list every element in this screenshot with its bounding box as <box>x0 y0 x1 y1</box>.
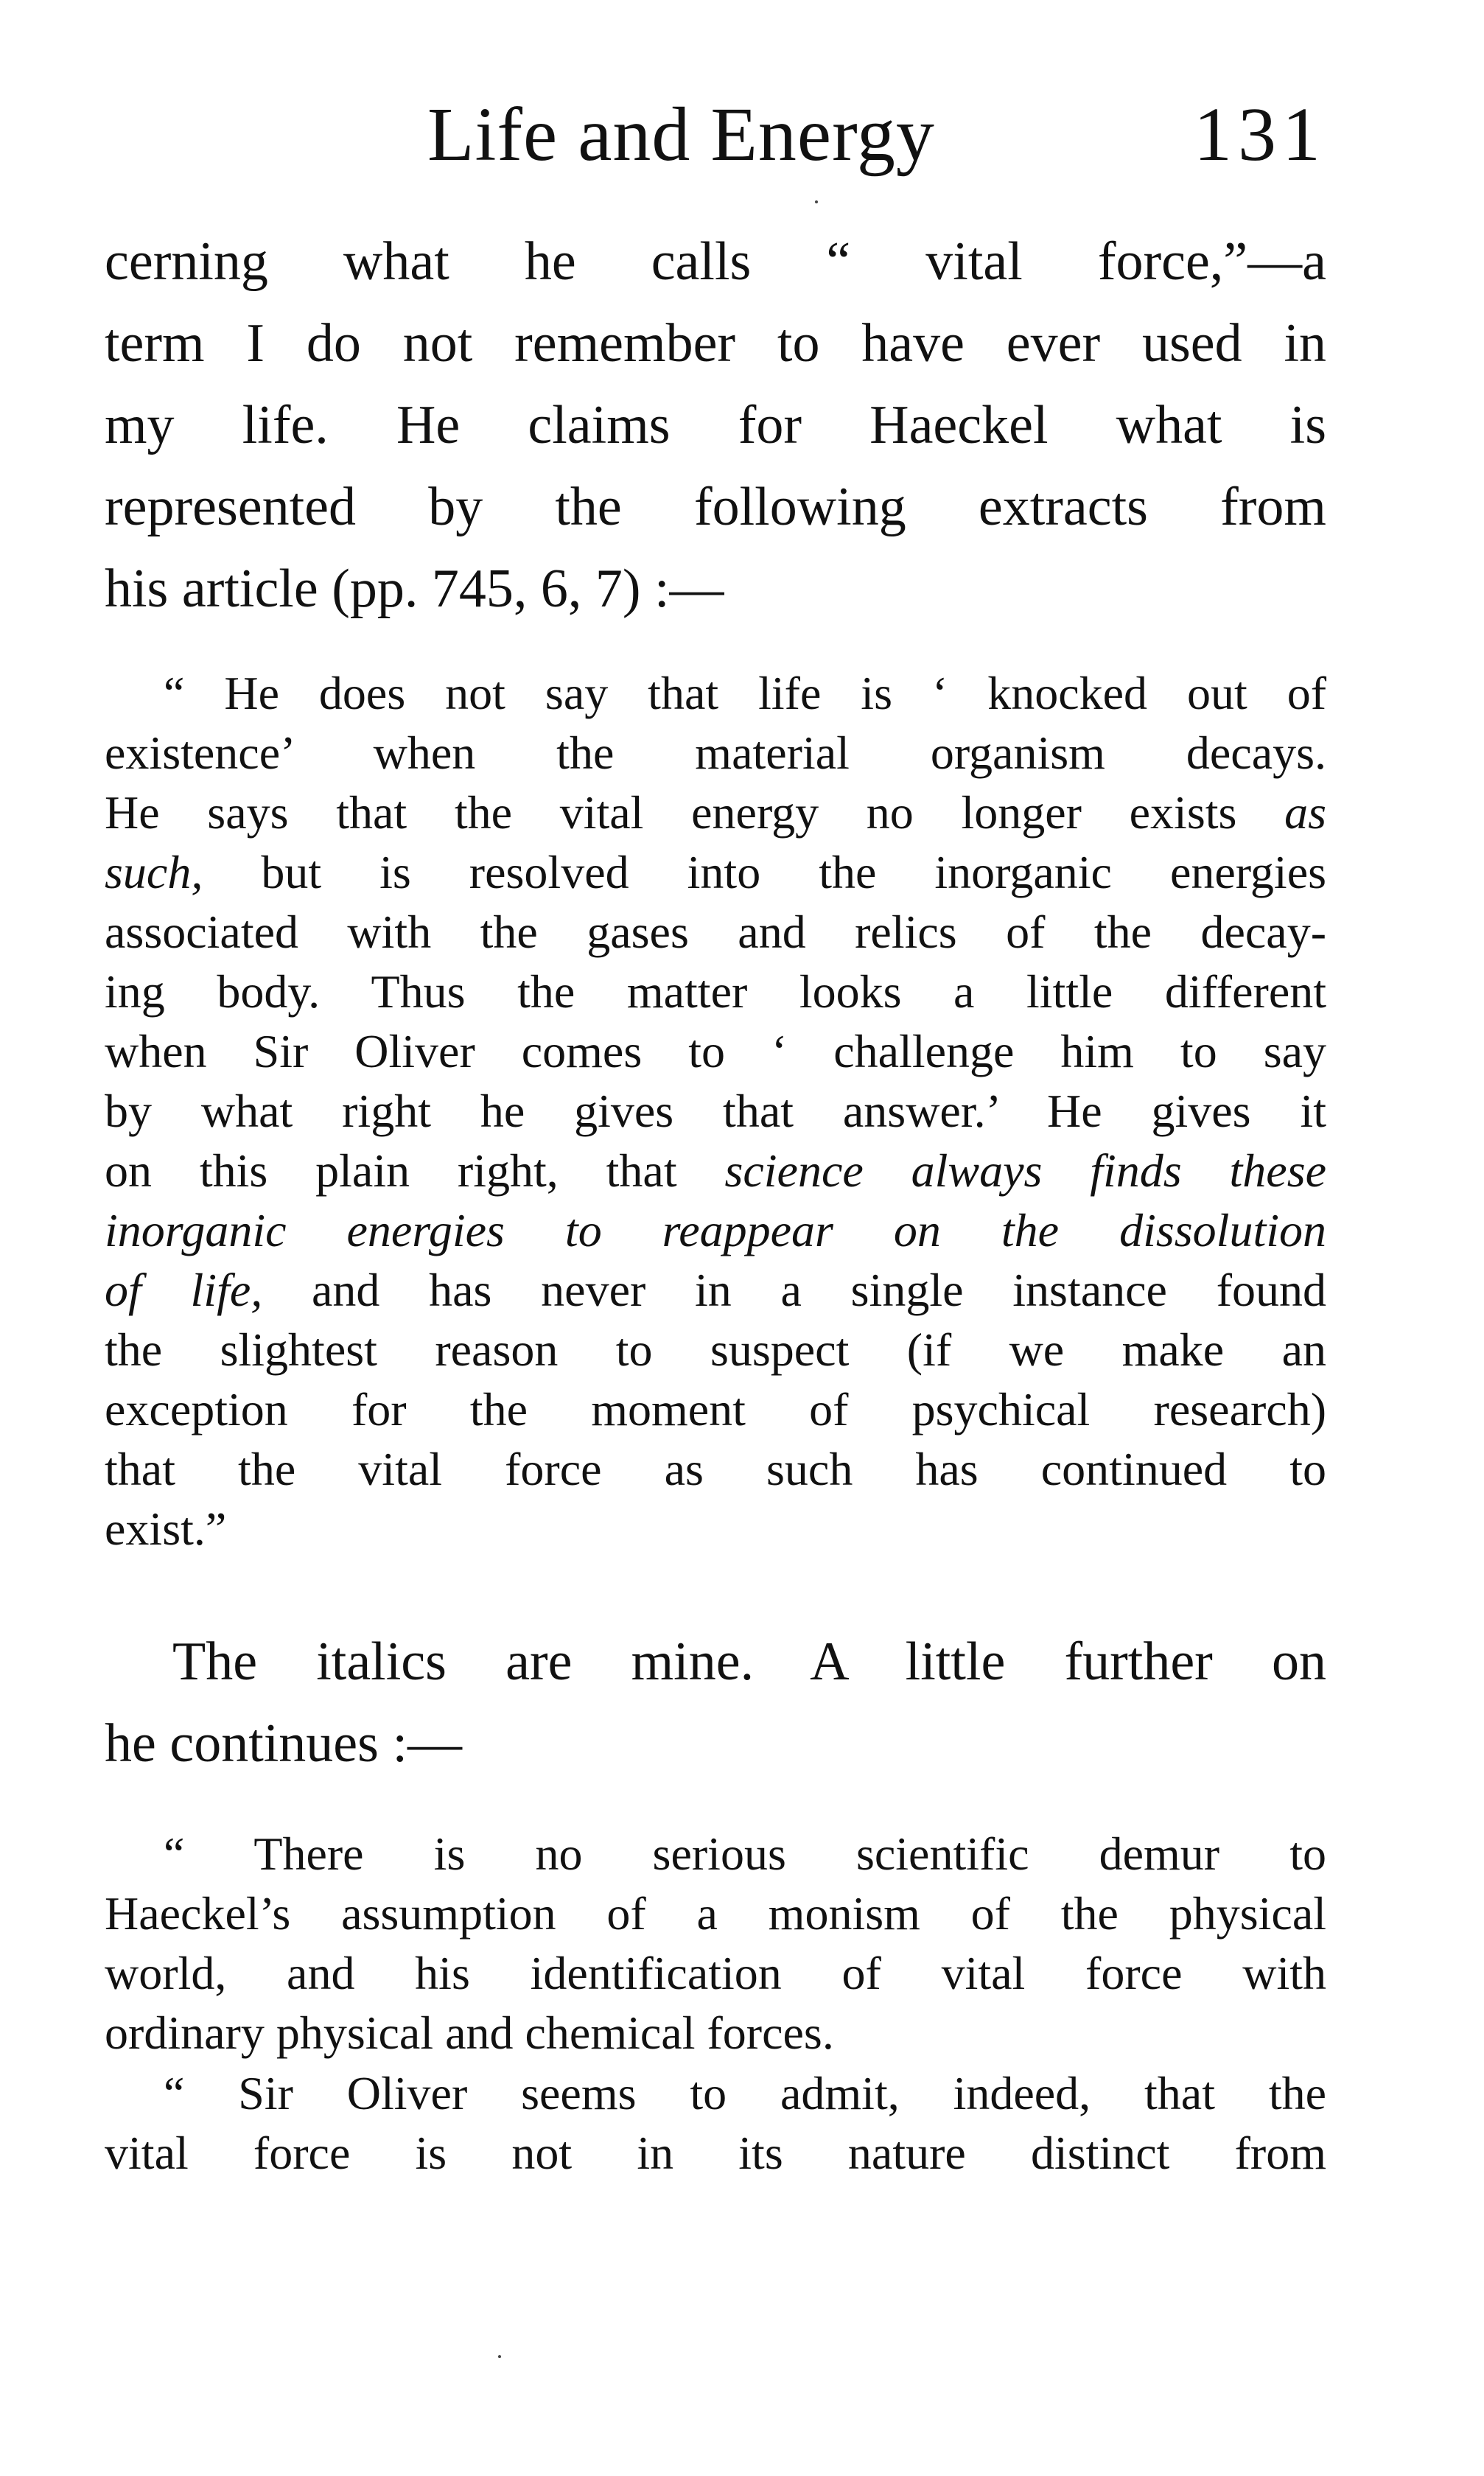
quote-line <box>105 1200 1326 1260</box>
block-quote-1 <box>105 663 1326 1559</box>
quote-line: world, and his identification of vital force with <box>105 1947 1326 1999</box>
text-line: The italics are mine. A little further on <box>172 1632 1326 1692</box>
paper-speck <box>498 2355 501 2358</box>
running-header <box>427 87 1326 183</box>
quote-line: when Sir Oliver comes to ‘ challenge him to say <box>105 1025 1326 1077</box>
text-line: he continues :— <box>105 1713 463 1774</box>
paragraph-2 <box>105 1621 1326 1785</box>
quote-line: that the vital force as such has continued to <box>105 1443 1326 1495</box>
quote-text: on this plain right, that <box>105 1144 725 1197</box>
italic-text: science always finds these <box>724 1144 1327 1197</box>
page-number: 131 <box>1194 92 1326 177</box>
quote-line: by what right he gives that answer.’ He gives it <box>105 1085 1326 1137</box>
quote-line <box>105 1141 1326 1200</box>
italic-text: such, <box>105 846 203 898</box>
quote-line: exist.” <box>105 1503 227 1555</box>
text-line: my life. He claims for Haeckel what is <box>105 395 1326 455</box>
quote-line: Haeckel’s assumption of a monism of the physical <box>105 1887 1326 1940</box>
block-quote-2 <box>105 1824 1326 2063</box>
quote-line: “ He does not say that life is ‘ knocked out of <box>164 667 1326 719</box>
text-line: cerning what he calls “ vital force,”—a <box>105 231 1326 292</box>
italic-text: as <box>1284 786 1326 839</box>
quote-line: the slightest reason to suspect (if we make an <box>105 1323 1326 1376</box>
block-quote-3 <box>105 2063 1326 2183</box>
quote-line <box>105 1260 1326 1320</box>
quote-line: existence’ when the material organism decays. <box>105 727 1326 779</box>
quote-line: “ There is no serious scientific demur to <box>164 1828 1326 1880</box>
quote-line: exception for the moment of psychical research) <box>105 1383 1326 1435</box>
quote-line <box>105 842 1326 902</box>
quote-text: and has never in a single instance found <box>262 1264 1327 1316</box>
paper-speck <box>815 200 818 203</box>
quote-line: ordinary physical and chemical forces. <box>105 2007 834 2059</box>
italic-text: inorganic energies to reappear on the dissolution <box>105 1204 1326 1256</box>
paragraph-1 <box>105 221 1326 630</box>
text-line: his article (pp. 745, 6, 7) :— <box>105 559 724 619</box>
quote-text: but is resolved into the inorganic energies <box>203 846 1326 898</box>
italic-text: of life, <box>105 1264 263 1316</box>
text-line: represented by the following extracts from <box>105 477 1326 537</box>
quote-line: “ Sir Oliver seems to admit, indeed, that the <box>164 2067 1326 2119</box>
quote-line: associated with the gases and relics of the decay- <box>105 906 1326 958</box>
running-title: Life and Energy <box>427 92 935 177</box>
quote-text: He says that the vital energy no longer exists <box>105 786 1285 839</box>
text-line: term I do not remember to have ever used in <box>105 313 1326 374</box>
quote-line: ing body. Thus the matter looks a little different <box>105 965 1326 1018</box>
quote-line <box>105 783 1326 842</box>
quote-line: vital force is not in its nature distinct from <box>105 2127 1326 2179</box>
